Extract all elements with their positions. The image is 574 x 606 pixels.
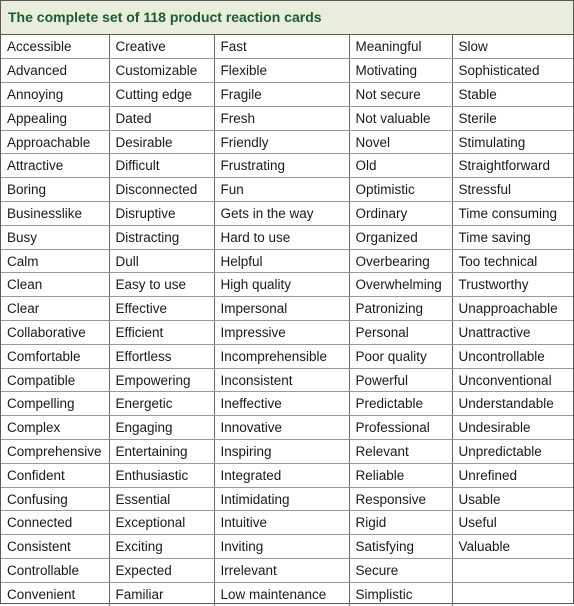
table-row bbox=[1, 440, 573, 464]
reaction-card-cell: Satisfying bbox=[349, 535, 452, 559]
reaction-card-cell bbox=[452, 559, 573, 583]
reaction-card-cell: Fast bbox=[214, 35, 349, 59]
reaction-card-cell: Attractive bbox=[1, 154, 109, 178]
reaction-card-cell: Trustworthy bbox=[452, 273, 573, 297]
reaction-card-cell: Empowering bbox=[109, 368, 214, 392]
table-row bbox=[1, 416, 573, 440]
reaction-card-cell: Disconnected bbox=[109, 178, 214, 202]
reaction-card-cell: Connected bbox=[1, 511, 109, 535]
reaction-card-cell: Energetic bbox=[109, 392, 214, 416]
reaction-card-cell: Dull bbox=[109, 249, 214, 273]
table-row bbox=[1, 368, 573, 392]
table-row bbox=[1, 202, 573, 226]
reaction-card-cell: Time saving bbox=[452, 225, 573, 249]
reaction-card-cell: Desirable bbox=[109, 130, 214, 154]
reaction-card-cell: Consistent bbox=[1, 535, 109, 559]
reaction-card-cell: Unpredictable bbox=[452, 440, 573, 464]
reaction-card-cell: Distracting bbox=[109, 225, 214, 249]
reaction-card-cell: Gets in the way bbox=[214, 202, 349, 226]
reaction-card-cell: Friendly bbox=[214, 130, 349, 154]
reaction-card-cell: Valuable bbox=[452, 535, 573, 559]
reaction-card-cell: Unrefined bbox=[452, 463, 573, 487]
reaction-card-cell: Inconsistent bbox=[214, 368, 349, 392]
reaction-card-cell: Expected bbox=[109, 559, 214, 583]
reaction-card-cell: Irrelevant bbox=[214, 559, 349, 583]
reaction-card-cell: Rigid bbox=[349, 511, 452, 535]
reaction-card-cell: Complex bbox=[1, 416, 109, 440]
reaction-card-cell: Novel bbox=[349, 130, 452, 154]
reaction-card-cell: Convenient bbox=[1, 582, 109, 606]
reaction-card-cell: Hard to use bbox=[214, 225, 349, 249]
reaction-card-cell: Calm bbox=[1, 249, 109, 273]
reaction-card-cell: Approachable bbox=[1, 130, 109, 154]
reaction-card-cell: Powerful bbox=[349, 368, 452, 392]
reaction-card-cell: Enthusiastic bbox=[109, 463, 214, 487]
reaction-card-cell: Efficient bbox=[109, 321, 214, 345]
reaction-card-cell: Predictable bbox=[349, 392, 452, 416]
reaction-card-cell: Entertaining bbox=[109, 440, 214, 464]
reaction-card-cell: Poor quality bbox=[349, 344, 452, 368]
table-row bbox=[1, 273, 573, 297]
reaction-card-cell: Appealing bbox=[1, 106, 109, 130]
table-row bbox=[1, 59, 573, 83]
reaction-card-cell: Intuitive bbox=[214, 511, 349, 535]
reaction-card-cell: Essential bbox=[109, 487, 214, 511]
reaction-card-cell: Exceptional bbox=[109, 511, 214, 535]
reaction-card-cell: Inviting bbox=[214, 535, 349, 559]
reaction-card-cell: Advanced bbox=[1, 59, 109, 83]
reaction-card-cell: Clean bbox=[1, 273, 109, 297]
reaction-card-cell: Impersonal bbox=[214, 297, 349, 321]
reaction-card-cell: Compatible bbox=[1, 368, 109, 392]
reaction-card-cell: Unapproachable bbox=[452, 297, 573, 321]
reaction-card-cell: Difficult bbox=[109, 154, 214, 178]
reaction-card-cell: Ordinary bbox=[349, 202, 452, 226]
reaction-card-cell: Usable bbox=[452, 487, 573, 511]
reaction-card-cell: Professional bbox=[349, 416, 452, 440]
reaction-card-cell: Not valuable bbox=[349, 106, 452, 130]
reaction-card-cell: Optimistic bbox=[349, 178, 452, 202]
reaction-card-cell bbox=[452, 582, 573, 606]
reaction-card-cell: Familiar bbox=[109, 582, 214, 606]
reaction-card-cell: Useful bbox=[452, 511, 573, 535]
reaction-card-cell: Easy to use bbox=[109, 273, 214, 297]
reaction-card-cell: Accessible bbox=[1, 35, 109, 59]
reaction-card-cell: Too technical bbox=[452, 249, 573, 273]
reaction-card-cell: Annoying bbox=[1, 83, 109, 107]
reaction-card-cell: Incomprehensible bbox=[214, 344, 349, 368]
reaction-card-cell: Time consuming bbox=[452, 202, 573, 226]
reaction-card-cell: Not secure bbox=[349, 83, 452, 107]
reaction-card-cell: Confusing bbox=[1, 487, 109, 511]
reaction-card-cell: Unconventional bbox=[452, 368, 573, 392]
table-row bbox=[1, 463, 573, 487]
reaction-card-cell: Comprehensive bbox=[1, 440, 109, 464]
reaction-card-cell: Confident bbox=[1, 463, 109, 487]
reaction-card-cell: Collaborative bbox=[1, 321, 109, 345]
table-row bbox=[1, 130, 573, 154]
reaction-card-cell: Fragile bbox=[214, 83, 349, 107]
reaction-card-cell: Sterile bbox=[452, 106, 573, 130]
reaction-card-cell: Fresh bbox=[214, 106, 349, 130]
reaction-card-cell: Overwhelming bbox=[349, 273, 452, 297]
reaction-card-cell: Helpful bbox=[214, 249, 349, 273]
reaction-card-cell: Responsive bbox=[349, 487, 452, 511]
reaction-card-cell: Simplistic bbox=[349, 582, 452, 606]
table-row bbox=[1, 297, 573, 321]
reaction-card-cell: Old bbox=[349, 154, 452, 178]
reaction-card-cell: Impressive bbox=[214, 321, 349, 345]
reaction-card-cell: Frustrating bbox=[214, 154, 349, 178]
reaction-card-cell: Secure bbox=[349, 559, 452, 583]
reaction-card-cell: Stimulating bbox=[452, 130, 573, 154]
reaction-card-cell: Comfortable bbox=[1, 344, 109, 368]
reaction-card-cell: Uncontrollable bbox=[452, 344, 573, 368]
table-row bbox=[1, 344, 573, 368]
reaction-card-cell: Intimidating bbox=[214, 487, 349, 511]
table-row bbox=[1, 225, 573, 249]
reaction-card-cell: Low maintenance bbox=[214, 582, 349, 606]
reaction-card-cell: Ineffective bbox=[214, 392, 349, 416]
table-row bbox=[1, 154, 573, 178]
table-row bbox=[1, 83, 573, 107]
reaction-card-cell: Sophisticated bbox=[452, 59, 573, 83]
table-row bbox=[1, 35, 573, 59]
table-row bbox=[1, 392, 573, 416]
table-row bbox=[1, 321, 573, 345]
table-title: The complete set of 118 product reaction cards bbox=[1, 1, 573, 35]
table-row bbox=[1, 249, 573, 273]
reaction-card-cell: Boring bbox=[1, 178, 109, 202]
reaction-card-cell: Overbearing bbox=[349, 249, 452, 273]
reaction-card-cell: Busy bbox=[1, 225, 109, 249]
table-row bbox=[1, 106, 573, 130]
reaction-card-cell: Patronizing bbox=[349, 297, 452, 321]
reaction-card-cell: Businesslike bbox=[1, 202, 109, 226]
reaction-card-cell: Stressful bbox=[452, 178, 573, 202]
table-row bbox=[1, 535, 573, 559]
reaction-card-cell: Personal bbox=[349, 321, 452, 345]
reaction-card-cell: Effective bbox=[109, 297, 214, 321]
table-row bbox=[1, 178, 573, 202]
reaction-card-cell: Exciting bbox=[109, 535, 214, 559]
reaction-card-cell: Customizable bbox=[109, 59, 214, 83]
table-row bbox=[1, 487, 573, 511]
reaction-card-cell: Controllable bbox=[1, 559, 109, 583]
reaction-card-cell: Clear bbox=[1, 297, 109, 321]
reaction-card-cell: Stable bbox=[452, 83, 573, 107]
reaction-card-cell: Compelling bbox=[1, 392, 109, 416]
table-row bbox=[1, 511, 573, 535]
reaction-card-cell: Innovative bbox=[214, 416, 349, 440]
reaction-card-cell: Motivating bbox=[349, 59, 452, 83]
reaction-card-cell: Creative bbox=[109, 35, 214, 59]
reaction-card-cell: Slow bbox=[452, 35, 573, 59]
table-row bbox=[1, 582, 573, 606]
reaction-card-cell: Unattractive bbox=[452, 321, 573, 345]
reaction-card-cell: Flexible bbox=[214, 59, 349, 83]
reaction-card-cell: Reliable bbox=[349, 463, 452, 487]
reaction-card-cell: Dated bbox=[109, 106, 214, 130]
reaction-card-cell: Relevant bbox=[349, 440, 452, 464]
reaction-card-cell: High quality bbox=[214, 273, 349, 297]
reaction-card-cell: Disruptive bbox=[109, 202, 214, 226]
reaction-cards-body bbox=[1, 35, 573, 606]
reaction-card-cell: Cutting edge bbox=[109, 83, 214, 107]
table-row bbox=[1, 559, 573, 583]
reaction-card-cell: Fun bbox=[214, 178, 349, 202]
reaction-card-cell: Inspiring bbox=[214, 440, 349, 464]
reaction-card-cell: Understandable bbox=[452, 392, 573, 416]
reaction-card-cell: Engaging bbox=[109, 416, 214, 440]
reaction-card-cell: Effortless bbox=[109, 344, 214, 368]
reaction-card-cell: Organized bbox=[349, 225, 452, 249]
reaction-card-cell: Integrated bbox=[214, 463, 349, 487]
reaction-card-cell: Straightforward bbox=[452, 154, 573, 178]
reaction-card-cell: Undesirable bbox=[452, 416, 573, 440]
reaction-cards-table bbox=[1, 35, 573, 606]
reaction-card-cell: Meaningful bbox=[349, 35, 452, 59]
